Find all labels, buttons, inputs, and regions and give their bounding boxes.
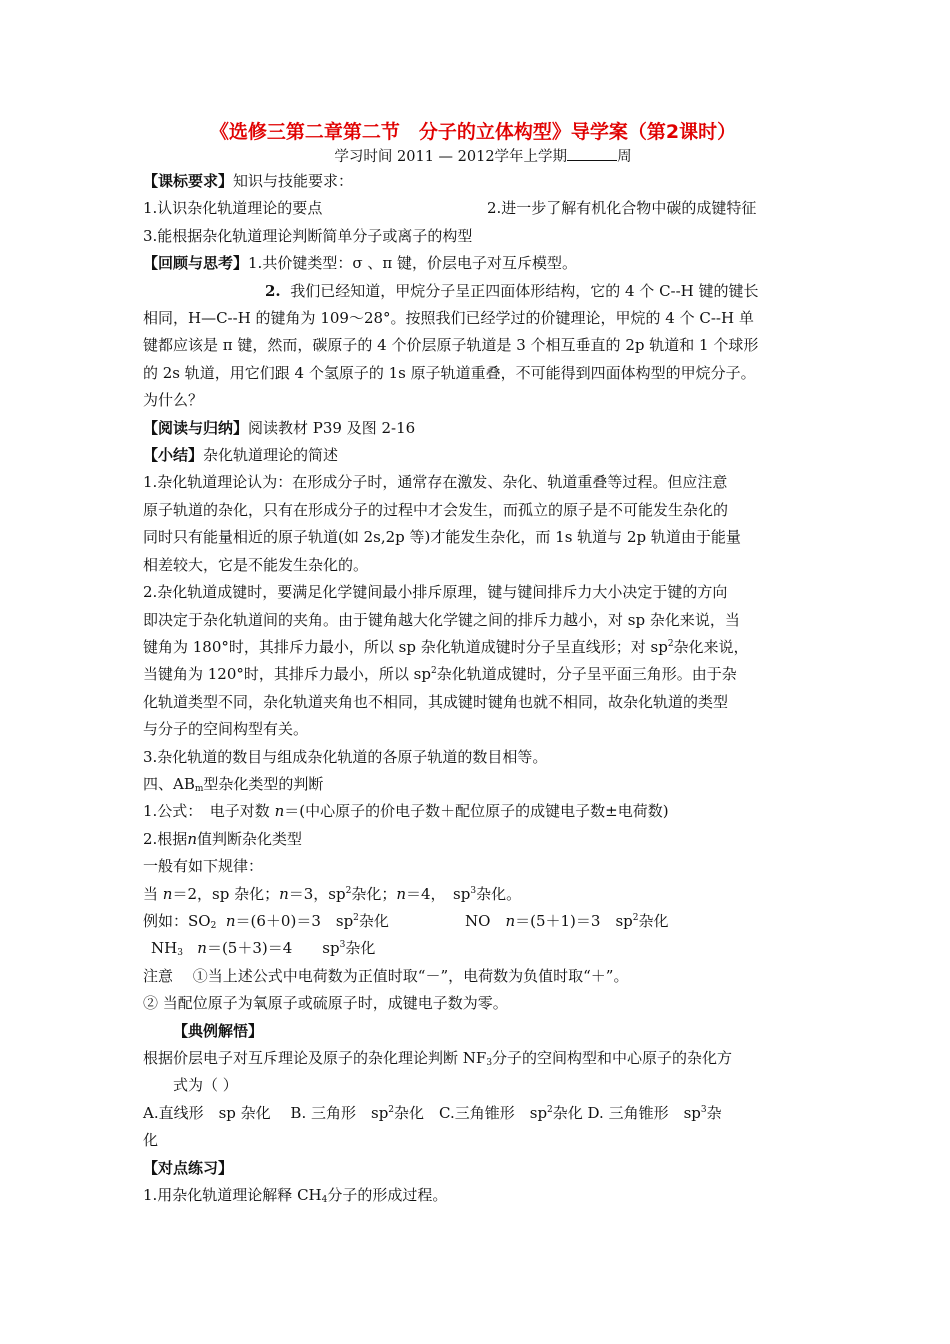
nh-a: NH — [151, 939, 178, 958]
p2-line2: 即决定于杂化轨道间的夹角。由于键角越大化学键之间的排斥力越小，对 sp 杂化来说，当 — [143, 610, 740, 629]
kebiao-items — [143, 195, 823, 222]
nh-sub: 3 — [177, 948, 183, 959]
kebiao-text: 知识与技能要求： — [233, 172, 354, 190]
f2-a: 2.根据 — [143, 829, 188, 848]
sup-2: 2 — [353, 912, 359, 923]
p3-line: 3.杂化轨道的数目与组成杂化轨道的各原子轨道的数目相等。 — [143, 747, 548, 766]
sup-2: 2 — [667, 638, 674, 649]
ex1-sub: 4 — [321, 1195, 328, 1206]
sup-2: 2 — [388, 1104, 395, 1115]
ex-e: ＝(5＋1)＝3 sp — [515, 911, 633, 930]
ex-no — [465, 908, 669, 935]
rule-line: 一般有如下规律： — [143, 857, 264, 876]
huigu-2-line3: 键都应该是 π 键，然而，碳原子的 4 个价层原子轨道是 3 个相互垂直的 2p 轨道和 1 个球形 — [143, 336, 759, 355]
ex-n1: n — [225, 911, 236, 930]
p2-line4a: 当键角为 120°时，其排斥力最小，所以 sp — [143, 665, 431, 684]
note-2: ② 当配位原子为氧原子或硫原子时，成键电子数为零。 — [143, 994, 508, 1013]
kebiao-item-1: 1.认识杂化轨道理论的要点 — [143, 199, 323, 218]
opt-b: 杂化 C.三角锥形 sp — [394, 1103, 548, 1122]
xiaojie-head: 【小结】 — [143, 446, 204, 465]
question-line1 — [143, 1045, 823, 1072]
note-1: 注意 ①当上述公式中电荷数为正值时取“－”，电荷数为负值时取“＋”。 — [143, 966, 629, 985]
p2-line1: 2.杂化轨道成键时，要满足化学键间最小排斥原理，键与键间排斥力大小决定于键的方向 — [143, 583, 728, 602]
dianli-head: 【典例解悟】 — [173, 1021, 264, 1040]
ex-a: 例如：SO — [143, 911, 211, 930]
duidian-head: 【对点练习】 — [143, 1158, 234, 1177]
when-5: ＝4， sp — [406, 884, 471, 903]
s4-b: 型杂化类型的判断 — [203, 774, 324, 793]
huigu-2-num: 2. — [265, 281, 281, 300]
opt-a: A.直线形 sp 杂化 B. 三角形 sp — [143, 1103, 389, 1122]
p2-line4b: 杂化轨道成键时，分子呈平面三角形。由于杂 — [436, 665, 737, 684]
page-subtitle — [143, 146, 823, 168]
options-line — [143, 1100, 823, 1127]
yuedu-line — [143, 415, 823, 442]
subtitle-week: 周 — [617, 149, 632, 165]
huigu-1: 1.共价键类型：σ 、π 键，价层电子对互斥模型。 — [248, 254, 577, 273]
nh-n: n — [197, 939, 207, 958]
when-4: 杂化； — [351, 884, 397, 903]
f1-n: n — [274, 802, 285, 821]
huigu-2-line5: 为什么？ — [143, 391, 204, 410]
question-line2: 式为（ ） — [173, 1076, 238, 1095]
huigu-line — [143, 250, 823, 277]
sup-3: 3 — [700, 1104, 707, 1115]
sup-3: 3 — [470, 885, 477, 896]
q-l1a: 根据价层电子对互斥理论及原子的杂化理论判断 NF — [143, 1049, 487, 1067]
when-2: ＝2，sp 杂化； — [172, 884, 280, 903]
when-3: ＝3，sp — [288, 884, 346, 903]
subtitle-text: 学习时间 2011 — 2012学年上学期 — [334, 149, 568, 165]
example-line — [143, 908, 823, 935]
when-6: 杂化。 — [476, 884, 522, 903]
p2-line5: 化轨道类型不同，杂化轨道夹角也不相同，其成键时键角也就不相同，故杂化轨道的类型 — [143, 692, 729, 711]
huigu-head: 【回顾与思考】 — [143, 254, 249, 273]
huigu-2-line1 — [143, 278, 823, 305]
f1-a: 1.公式： 电子对数 — [143, 802, 275, 821]
p2-line3a: 键角为 180°时，其排斥力最小，所以 sp 杂化轨道成键时分子呈直线形；对 sp — [143, 637, 668, 656]
yuedu-text: 阅读教材 P39 及图 2-16 — [248, 418, 416, 437]
exercise-1 — [143, 1182, 823, 1209]
q-sub: 3 — [486, 1058, 493, 1068]
section4-heading — [143, 771, 823, 798]
nh3-line — [143, 935, 823, 962]
week-blank — [567, 146, 617, 161]
opt-d: 杂 — [706, 1103, 722, 1122]
when-1: 当 — [143, 884, 163, 903]
p2-line3b: 杂化来说， — [673, 637, 749, 656]
huigu-2-line2: 相同，H—C--H 的键角为 109～28°。按照我们已经学过的价键理论，甲烷的 4 个 C--H 单 — [143, 309, 754, 328]
p2-line6: 与分子的空间构型有关。 — [143, 720, 309, 739]
kebiao-line — [143, 168, 823, 195]
sup-2: 2 — [632, 912, 639, 923]
sup-2: 2 — [430, 666, 437, 677]
ex-b: ＝(6＋0)＝3 sp — [235, 911, 354, 930]
f1-b: ＝(中心原子的价电子数＋配位原子的成键电子数±电荷数) — [284, 802, 669, 821]
nh-c: 杂化 — [345, 939, 376, 958]
p2-line4 — [143, 661, 823, 688]
kebiao-head: 【课标要求】 — [143, 172, 234, 190]
xiaojie-line — [143, 442, 823, 469]
ex-sub: 2 — [210, 920, 217, 931]
p1-line4: 相差较大，它是不能发生杂化的。 — [143, 555, 369, 574]
document-page — [143, 118, 823, 1209]
nh-b: ＝(5＋3)＝4 sp — [206, 939, 340, 958]
judge-line — [143, 826, 823, 853]
xiaojie-text: 杂化轨道理论的简述 — [203, 446, 339, 465]
p1-line1: 1.杂化轨道理论认为：在形成分子时，通常存在激发、杂化、轨道重叠等过程。但应注意 — [143, 473, 728, 492]
f2-n: n — [187, 829, 197, 848]
ex-n2: n — [505, 911, 516, 930]
kebiao-item-3: 3.能根据杂化轨道理论判断简单分子或离子的构型 — [143, 226, 473, 245]
ex-d: NO — [465, 911, 506, 930]
yuedu-head: 【阅读与归纳】 — [143, 418, 249, 437]
kebiao-item-2: 2.进一步了解有机化合物中碳的成键特征 — [487, 199, 757, 218]
p2-line3 — [143, 634, 823, 661]
when-n3: n — [396, 884, 407, 903]
ex-f: 杂化 — [638, 911, 669, 930]
formula-line — [143, 798, 823, 825]
s4-sub: m — [194, 783, 204, 794]
sup-2: 2 — [547, 1104, 553, 1115]
when-n2: n — [279, 884, 289, 903]
p1-line3: 同时只有能量相近的原子轨道(如 2s,2p 等)才能发生杂化，而 1s 轨道与 2p 轨道由于能量 — [143, 528, 741, 547]
ex1-b: 分子的形成过程。 — [327, 1186, 448, 1205]
f2-b: 值判断杂化类型 — [196, 829, 302, 848]
sup-3: 3 — [339, 940, 346, 951]
huigu-2-text: 我们已经知道，甲烷分子呈正四面体形结构，它的 4 个 C--H 键的键长 — [290, 281, 759, 300]
options-line2: 化 — [143, 1131, 159, 1150]
ex-c: 杂化 — [358, 911, 389, 930]
when-line — [143, 881, 823, 908]
sup-2: 2 — [345, 885, 352, 896]
s4-a: 四、AB — [143, 774, 195, 793]
when-n1: n — [162, 884, 173, 903]
p1-line2: 原子轨道的杂化，只有在形成分子的过程中才会发生，而孤立的原子是不可能发生杂化的 — [143, 500, 729, 519]
opt-c: 杂化 D. 三角锥形 sp — [552, 1103, 701, 1122]
page-title: 《选修三第二章第二节 分子的立体构型》导学案（第2课时） — [209, 121, 737, 143]
q-l1b: 分子的空间构型和中心原子的杂化方 — [492, 1049, 733, 1067]
huigu-2-line4: 的 2s 轨道，用它们跟 4 个氢原子的 1s 原子轨道重叠，不可能得到四面体构型的甲烷分子。 — [143, 363, 756, 382]
ex1-a: 1.用杂化轨道理论解释 CH — [143, 1186, 322, 1205]
